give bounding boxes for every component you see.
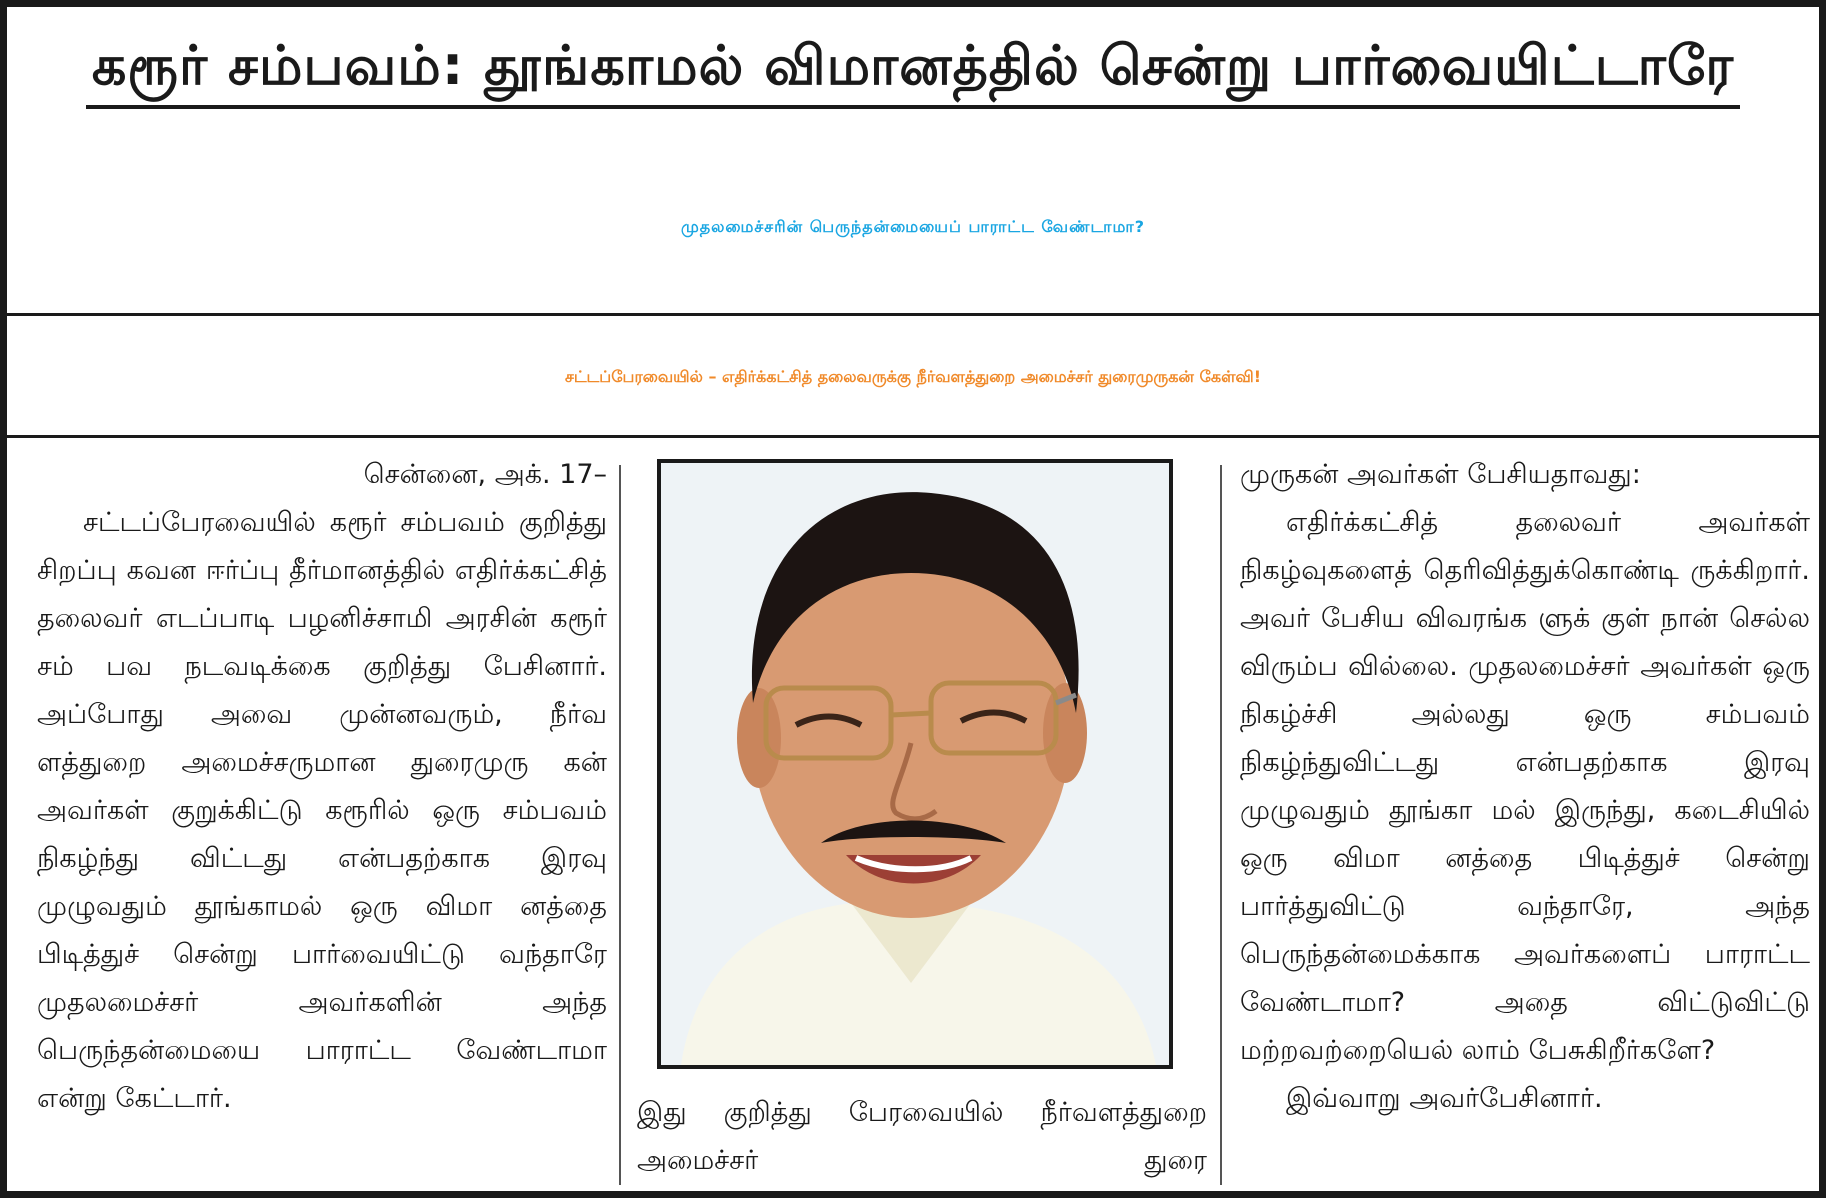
right-lead: முருகன் அவர்கள் பேசியதாவது: [1240, 459, 1641, 490]
column-divider-left [619, 465, 621, 1185]
kicker-headline-wrap [7, 27, 1819, 109]
main-headline: முதலமைச்சரின் பெருந்தன்மையைப் பாராட்ட வேண்டாமா? [680, 217, 1146, 236]
column-divider-right [1220, 465, 1222, 1185]
portrait-photo [657, 459, 1173, 1069]
article-column-right [1240, 451, 1810, 1123]
right-paragraph: எதிர்க்கட்சித் தலைவர் அவர்கள் நிகழ்வுகளைத் தெரிவித்துக்கொண்டி ருக்கிறார். அவர் பேசிய விவரங்க ளுக் குள் நான் செல்ல விரும்ப வில்லை. முதலமைச்சர் அவர்கள் ஒரு நிகழ்ச்சி அல்லது ஒரு சம்பவம் நிகழ்ந்துவிட்டது என்பதற்காக இரவு முழுவதும் தூங்கா மல் இருந்து, கடைசியில் ஒரு விமா னத்தை பிடித்துச் சென்று பார்த்துவிட்டு வந்தாரே, அந்த பெருந்தன்மைக்காக அவர்களைப் பாராட்ட வேண்டாமா? அதை விட்டுவிட்டு மற்றவற்றையெல் லாம் பேசுகிறீர்களே? [1240, 507, 1810, 1066]
portrait-photo-icon [661, 463, 1169, 1065]
closing-line: இவ்வாறு அவர்பேசினார். [1286, 1083, 1603, 1114]
article-column-left [37, 451, 607, 1123]
photo-caption: இது குறித்து பேரவையில் நீர்வளத்துறை அமைச்சர் துரை [637, 1097, 1207, 1176]
divider-rule-bottom [7, 435, 1819, 438]
kicker-headline: கரூர் சம்பவம்: தூங்காமல் விமானத்தில் சென்று பார்வையிட்டாரே [86, 27, 1740, 109]
left-paragraph: சட்டப்பேரவையில் கரூர் சம்பவம் குறித்து சிறப்பு கவன ஈர்ப்பு தீர்மானத்தில் எதிர்க்கட்சித் தலைவர் எடப்பாடி பழனிச்சாமி அரசின் கரூர் சம் பவ நடவடிக்கை குறித்து பேசினார். அப்போது அவை முன்னவரும், நீர்வ ளத்துறை அமைச்சருமான துரைமுரு கன் அவர்கள் குறுக்கிட்டு கரூரில் ஒரு சம்பவம் நிகழ்ந்து விட்டது என்பதற்காக இரவு முழுவதும் தூங்காமல் ஒரு விமா னத்தை பிடித்துச் சென்று பார்வையிட்டு வந்தாரே முதலமைச்சர் அவர்களின் அந்த பெருந்தன்மையை பாராட்ட வேண்டாமா என்று கேட்டார். [37, 507, 607, 1114]
divider-rule-top [7, 313, 1819, 316]
sub-headline: சட்டப்பேரவையில் – எதிர்க்கட்சித் தலைவருக்கு நீர்வளத்துறை அமைச்சர் துரைமுருகன் கேள்வி! [564, 367, 1262, 386]
dateline: சென்னை, அக். 17– [363, 459, 607, 490]
